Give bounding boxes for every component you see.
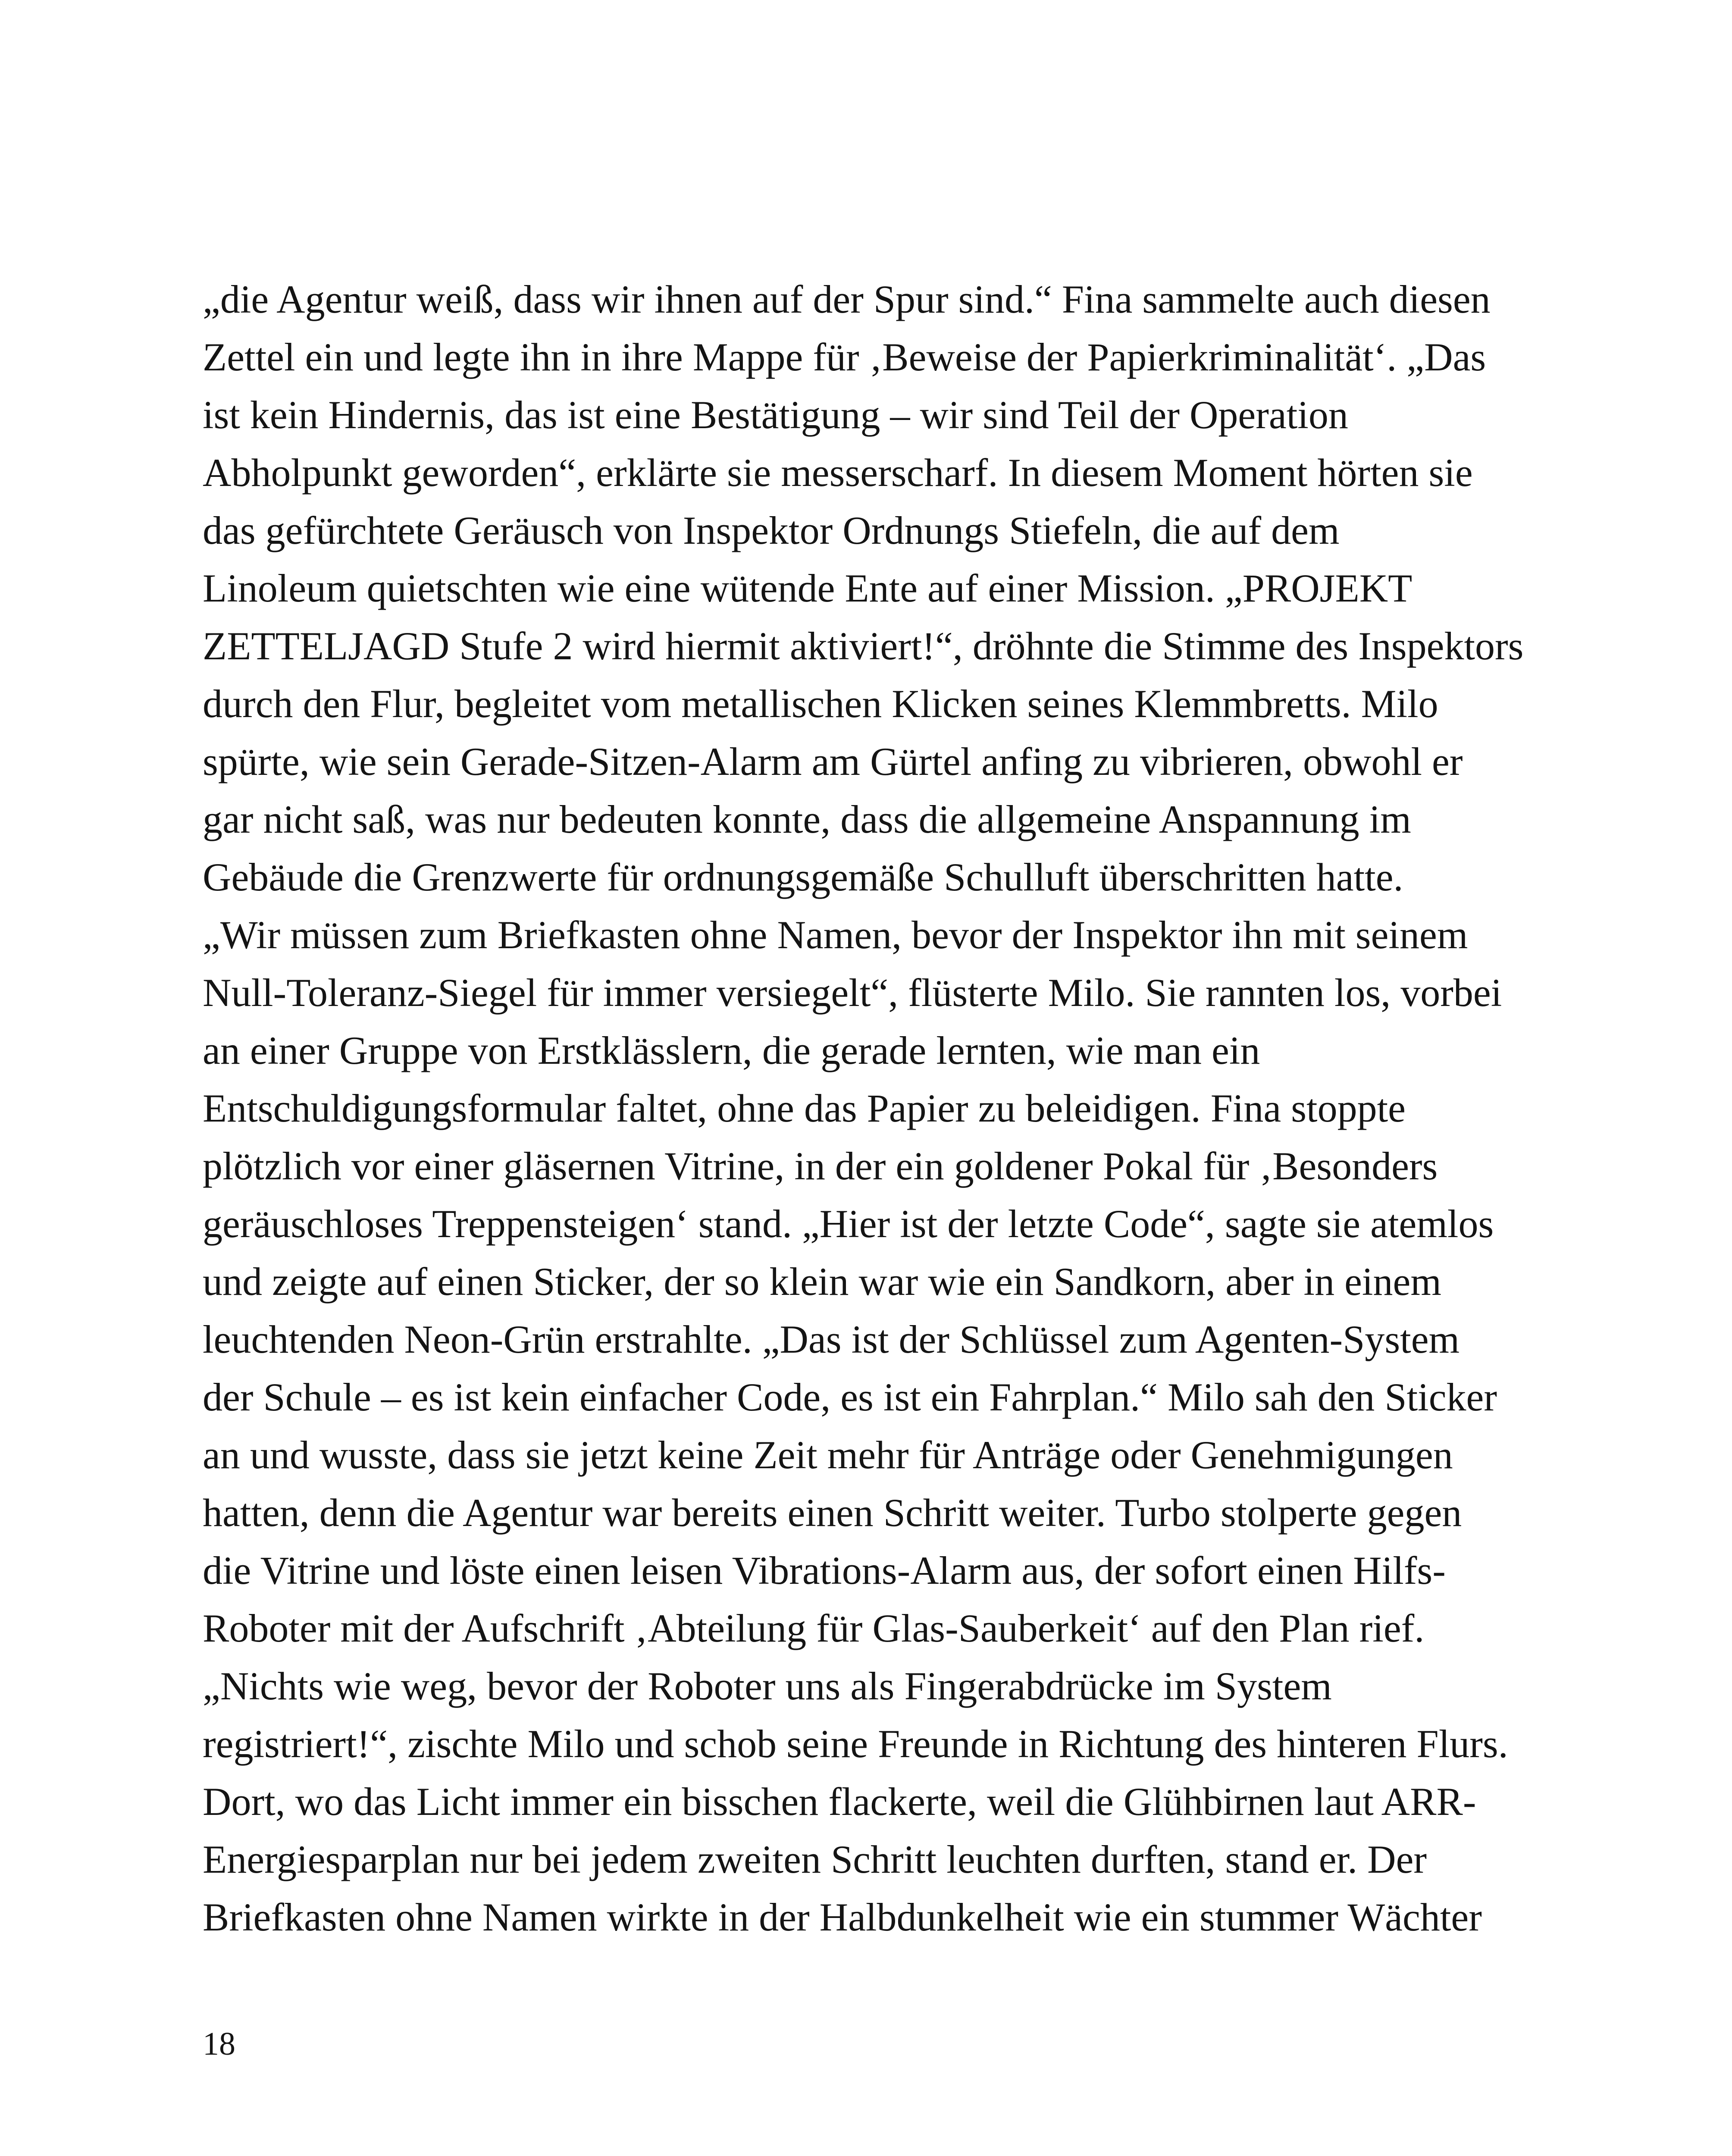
- body-text: [203, 270, 1535, 1946]
- text-line: ist kein Hindernis, das ist eine Bestätigung – wir sind Teil der Operation: [203, 393, 1348, 437]
- text-line: Energiesparplan nur bei jedem zweiten Schritt leuchten durften, stand er. Der: [203, 1837, 1427, 1881]
- text-line: gar nicht saß, was nur bedeuten konnte, dass die allgemeine Anspannung im: [203, 797, 1411, 841]
- text-line: Dort, wo das Licht immer ein bisschen flackerte, weil die Glühbirnen laut ARR-: [203, 1780, 1476, 1824]
- text-line: und zeigte auf einen Sticker, der so klein war wie ein Sandkorn, aber in einem: [203, 1260, 1441, 1304]
- text-line: ZETTELJAGD Stufe 2 wird hiermit aktiviert!“, dröhnte die Stimme des Inspektors: [203, 624, 1524, 668]
- text-line: Zettel ein und legte ihn in ihre Mappe für ‚Beweise der Papierkriminalität‘. „Das: [203, 335, 1486, 379]
- text-line: hatten, denn die Agentur war bereits einen Schritt weiter. Turbo stolperte gegen: [203, 1491, 1462, 1535]
- text-line: „Wir müssen zum Briefkasten ohne Namen, bevor der Inspektor ihn mit seinem: [203, 913, 1468, 957]
- page-number: 18: [203, 2026, 235, 2062]
- text-line: Gebäude die Grenzwerte für ordnungsgemäße Schulluft überschritten hatte.: [203, 855, 1403, 899]
- text-line: Roboter mit der Aufschrift ‚Abteilung für Glas-Sauberkeit‘ auf den Plan rief.: [203, 1606, 1425, 1650]
- text-line: Linoleum quietschten wie eine wütende Ente auf einer Mission. „PROJEKT: [203, 566, 1413, 610]
- text-line: Briefkasten ohne Namen wirkte in der Halbdunkelheit wie ein stummer Wächter: [203, 1895, 1482, 1939]
- text-line: durch den Flur, begleitet vom metallischen Klicken seines Klemmbretts. Milo: [203, 682, 1438, 726]
- text-line: Null-Toleranz-Siegel für immer versiegelt“, flüsterte Milo. Sie rannten los, vorbei: [203, 971, 1502, 1015]
- text-line: leuchtenden Neon-Grün erstrahlte. „Das ist der Schlüssel zum Agenten-System: [203, 1317, 1460, 1361]
- text-line: an einer Gruppe von Erstklässlern, die gerade lernten, wie man ein: [203, 1028, 1260, 1072]
- text-line: „die Agentur weiß, dass wir ihnen auf der Spur sind.“ Fina sammelte auch diesen: [203, 277, 1491, 321]
- text-line: die Vitrine und löste einen leisen Vibrations-Alarm aus, der sofort einen Hilfs-: [203, 1548, 1446, 1592]
- text-line: das gefürchtete Geräusch von Inspektor Ordnungs Stiefeln, die auf dem: [203, 508, 1340, 552]
- text-line: Abholpunkt geworden“, erklärte sie messerscharf. In diesem Moment hörten sie: [203, 451, 1473, 495]
- text-line: plötzlich vor einer gläsernen Vitrine, in der ein goldener Pokal für ‚Besonders: [203, 1144, 1438, 1188]
- text-line: der Schule – es ist kein einfacher Code, es ist ein Fahrplan.“ Milo sah den Sticker: [203, 1375, 1497, 1419]
- text-line: geräuschloses Treppensteigen‘ stand. „Hier ist der letzte Code“, sagte sie atemlos: [203, 1202, 1494, 1246]
- text-line: „Nichts wie weg, bevor der Roboter uns als Fingerabdrücke im System: [203, 1664, 1332, 1708]
- text-line: registriert!“, zischte Milo und schob seine Freunde in Richtung des hinteren Flurs.: [203, 1722, 1508, 1766]
- text-line: Entschuldigungsformular faltet, ohne das Papier zu beleidigen. Fina stoppte: [203, 1086, 1406, 1130]
- text-line: an und wusste, dass sie jetzt keine Zeit mehr für Anträge oder Genehmigungen: [203, 1433, 1453, 1477]
- text-line: spürte, wie sein Gerade-Sitzen-Alarm am Gürtel anfing zu vibrieren, obwohl er: [203, 740, 1463, 783]
